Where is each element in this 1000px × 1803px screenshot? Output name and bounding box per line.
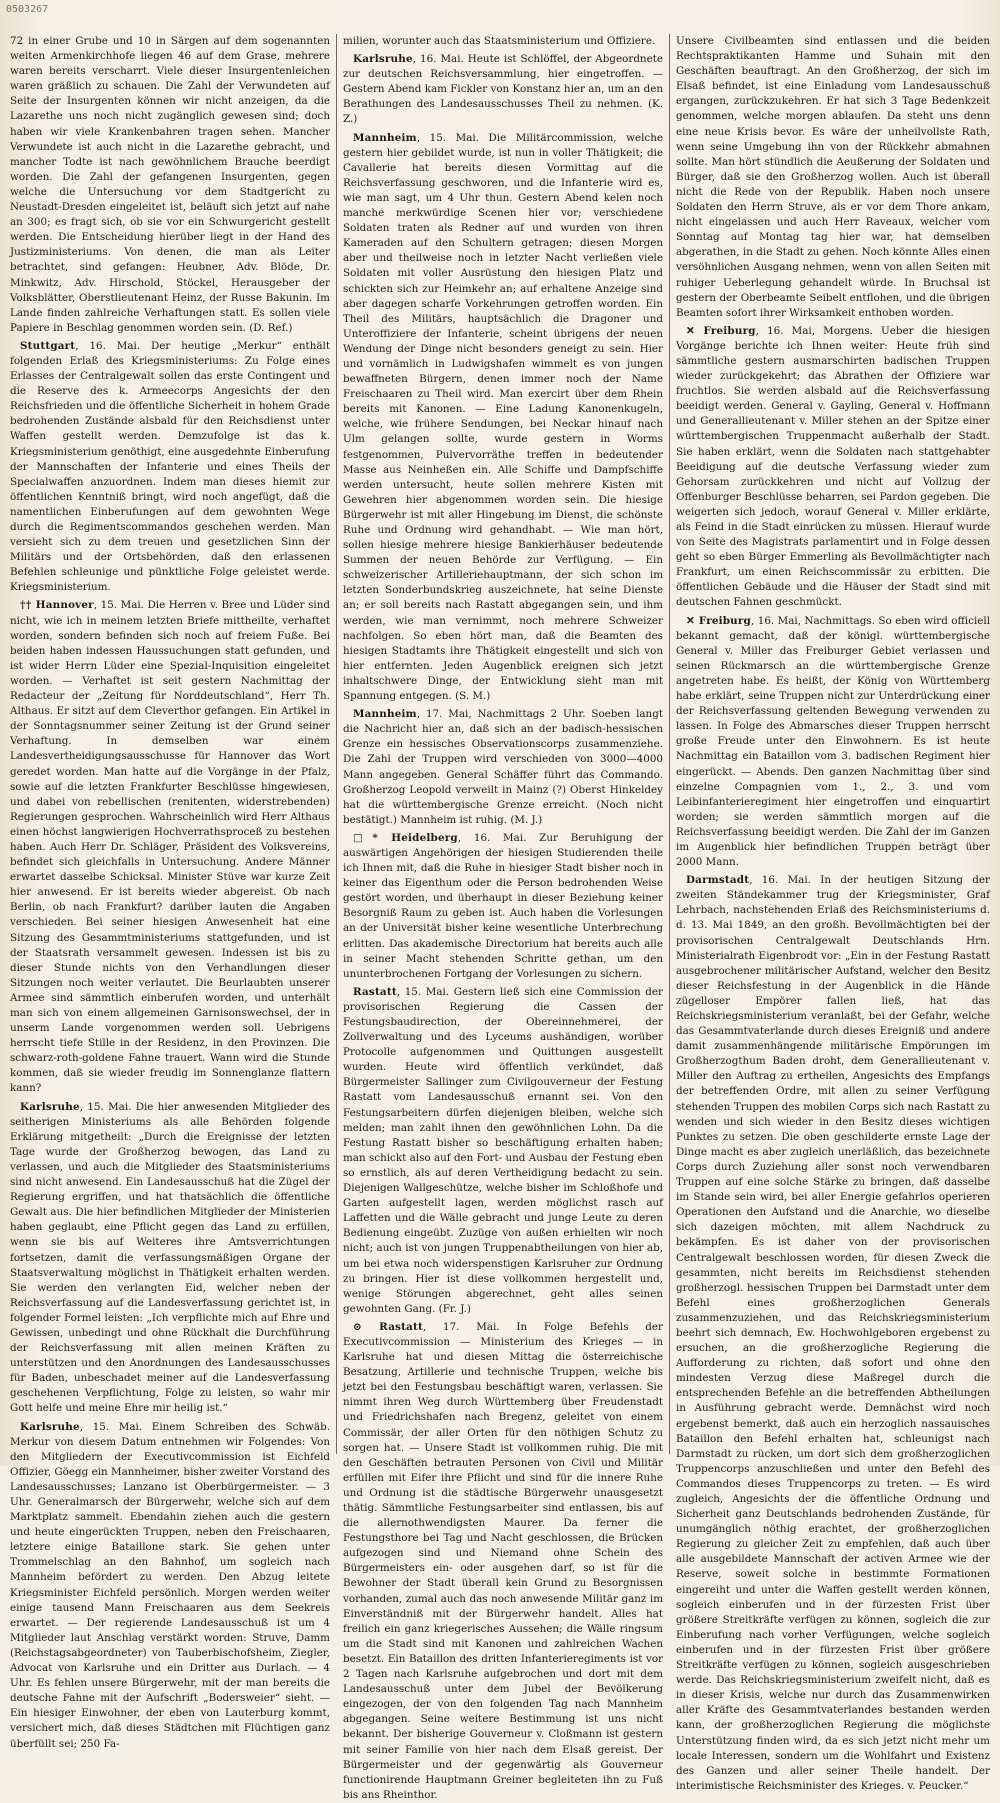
dateline: □* Heidelberg — [353, 831, 458, 844]
dateline: Mannheim — [353, 708, 417, 721]
article-text: , 16. Mai, Nachmittags. So eben wird officiell bekannt gemacht, daß der königl. württembergische General v. Miller das Freiburger Gebiet verlassen und seinen Rückmarsch an die württembergische Grenze angetreten habe. Es heißt, der König von Württemberg habe erklärt, seine Truppen nicht zur Unterdrückung einer der Reichsverfassung geltenden Bewegung verwenden zu lassen. In Folge des Abmarsches dieser Truppen herrscht große Freude unter den Einwohnern. Es ist heute Nachmittag ein Bataillon vom 3. badischen Regiment hier eingerückt. — Abends. Den ganzen Nachmittag über sind einzelne Compagnien vom 1., 2., 3. und vom Leibinfanterieregiment hier eingetroffen und einquartirt worden; sie werden sämmtlich morgen auf die Reichsverfassung beeidigt werden. Die Zahl der im Ganzen im Augenblick hier befindlichen Truppen beträgt über 2000 Mann. — [676, 614, 991, 869]
article-text: , 15. Mai. Einem Schreiben des Schwäb. Merkur von diesem Datum entnehmen wir Folgendes: Von den Mitgliedern der Executivcommission ist Eichfeld Offizier, Göegg ein Mannheimer, bisher zweiter Vorstand des Landesausschusses; Lanzano ist Oberbürgermeister. — 3 Uhr. Generalmarsch der Bürgerwehr, welche sich auf dem Marktplatz sammelt. Ebendahin ziehen auch die gestern und heute eingerückten Truppen, neben den Freischaaren, letztere einige Bataillone stark. Sie gehen unter Trommelschlag an den Bahnhof, um sogleich nach Mannheim befördert zu werden. Den Abzug leitete Kriegsminister Eichfeld persönlich. Morgen werden weiter einige tausend Mann Freischaaren aus dem Seekreis erwartet. — Der regierende Landesausschuß ist um 4 Mitglieder laut Anschlag verstärkt worden: Struve, Damm (Reichstagsabgeordneter) von Tauberbischofsheim, Ziegler, Advocat von Karlsruhe und ein Dritter aus Durlach. — 4 Uhr. Es fehlen unsere Bürgerwehr, mit der man bereits die deutsche Fahne mit der Aufschrift „Bodersweier“ sieht. — Ein hiesiger Einwohner, der eben von Lauterburg kommt, versichert mich, daß dieses Städtchen mit Flüchtigen ganz überfüllt sei; 250 Fa- — [10, 1420, 330, 1750]
article-paragraph — [343, 1320, 663, 1803]
dateline: Karlsruhe — [20, 1420, 80, 1433]
dateline: ⊙ Rastatt — [353, 1320, 423, 1333]
article-text: Unsere Civilbeamten sind entlassen und die beiden Rechtspraktikanten Hamme und Suhain mit den Geschäften beauftragt. An den Großherzog, der sich im Elsaß befindet, ist eine Einladung vom Landesausschuß ergangen, zurückzukehren. Er hat sich 3 Tage Bedenkzeit genommen, welche morgen ablaufen. Da steht uns denn eine neue Krisis bevor. Es wäre der unheilvollste Rath, wenn seine Umgebung ihn von der Rückkehr abmahnen sollte. Man hört stündlich die Aeußerung der Soldaten und Bürger, daß sie den Großherzog wollen. Auch ist überall nicht die Rede von der Republik. Haben noch unsere Soldaten den Herrn Struve, als er vor dem Thore ankam, nicht eingelassen und auch Herr Raveaux, welcher vom Sonntag auf Montag tag hier war, hat demselben abgerathen, in die Stadt zu gehen. Noch könnte Alles einen versöhnlichen Ausgang nehmen, wenn von allen Seiten mit ruhiger Ueberlegung gehandelt würde. In Bruchsal ist gestern der Oberbeamte Seibelt entflohen, und die übrigen Beamten sofort ihrer Wirksamkeit enthoben worden. — [676, 35, 990, 319]
dateline: †† Hannover — [20, 599, 94, 612]
article-paragraph — [676, 873, 990, 1794]
article-text: milien, worunter auch das Staatsministerium und Offiziere. — [343, 35, 656, 47]
article-paragraph — [343, 52, 663, 127]
article-text: , 15. Mai. Die Militärcommission, welche gestern hier gebildet wurde, ist nun in voller Thätigkeit; die Cavallerie hat bereits diesen Vormittag auf die Reichsverfassung geschworen, und die Infanterie wird es, wie man sagt, um 4 Uhr thun. Gestern Abend kelen noch manche merkwürdige Scenen hier vor; verschiedene Soldaten traten als Redner auf und wurden von ihren Kameraden auf den Schultern getragen; diesen Morgen aber und theilweise noch in letzter Nacht verließen viele Soldaten mit voller Ausrüstung den hiesigen Platz und schickten sich zur Heimkehr an; auf erhaltene Anzeige sind aber dagegen scharfe Vorkehrungen getroffen worden. Ein Theil des Militärs, hauptsächlich die Dragoner und Unteroffiziere der Infanterie, scheint übrigens der neuen Wendung der Dinge nicht besonders geneigt zu sein. Hier und vornämlich in Ludwigshafen wimmelt es von jungen bewaffneten Bürgern, denen immer noch der Name Freischaaren zu Theil wird. Man exercirt über dem Rhein bereits mit Kanonen. — Eine Ladung Kanonenkugeln, welche, wie frühere Sendungen, bei Neckar hinauf nach Ulm gelangen sollte, wurde gestern in Worms festgenommen, Pulvervorräthe treffen in bedeutender Masse aus Neinheßen ein. Alle Schiffe und Dampfschiffe werden untersucht, heute sollen mehrere Kisten mit Gewehren hier abgenommen worden sein. Die hiesige Bürgerwehr ist mit aller Hingebung im Dienst, die schönste Ruhe und Ordnung wird gehandhabt. — Wie man hört, sollen hiesige mehrere hiesige Bankierhäuser bedeutende Summen der neuen Behörde zur Verfügung. — Ein schweizerischer Artilleriehauptmann, der sich schon im letzten Sonderbundskrieg auszeichnete, hat seine Dienste an; er soll bereits nach Rastatt abgegangen sein, und ihm werden, wie man vernimmt, noch mehrere Schweizer nachfolgen. So eben hört man, daß die Beamten des hiesigen Stadtamts ihre Thätigkeit eingestellt und sich von hier entfernten. Jeden Augenblick ereignen sich jetzt inhaltschwere Dinge, der Entwicklung sieht man mit Spannung entgegen. (S. M.) — [343, 131, 663, 703]
article-paragraph — [343, 985, 663, 1317]
article-paragraph — [676, 34, 990, 321]
dateline: Stuttgart — [20, 339, 76, 352]
article-text: 72 in einer Grube und 10 in Särgen auf dem sogenannten weiten Armenkirchhofe liegen 46 auf dem Grase, mehrere waren bereits verscharrt. Viele dieser Insurgentenleichen waren gräßlich zu schauen. Die Zahl der Verwundeten auf Seite der Insurgenten können wir nicht anzeigen, da die Lazarethe uns noch nicht zugänglich gewesen sind; doch haben wir viele Krankenbahren tragen sehen. Mancher Verwundete ist auch nicht in die Lazarethe gebracht, und mancher Todte ist nach gewöhnlichem Brauche beerdigt worden. Die Zahl der gefangenen Insurgenten, gegen welche die Untersuchung vor dem Stadtgericht zu Neustadt-Dresden eingeleitet ist, beläuft sich jetzt auf nahe an 300; es fragt sich, ob sie vor ein Schwurgericht gestellt werden. Die Entscheidung hierüber liegt in der Hand des Justizministeriums. Von denen, die man als Leiter betrachtet, sind gefangen: Heubner, Adv. Blöde, Dr. Minkwitz, Adv. Hirschold, Stöckel, Herausgeber der Volksblätter, Oberstlieutenant Heinz, der Russe Bakunin. Im Lande finden zahlreiche Verhaftungen statt. Es sollen viele Papiere in Beschlag genommen worden sein. (D. Ref.) — [10, 35, 330, 334]
article-paragraph — [343, 34, 663, 49]
dateline: Mannheim — [353, 131, 417, 144]
article-paragraph — [10, 339, 330, 596]
dateline: ✕ Freiburg — [686, 324, 756, 337]
article-text: , 16. Mai. Heute ist Schlöffel, der Abgeordnete zur deutschen Reichsversammlung, hier eingetroffen. — Gestern Abend kam Fickler von Konstanz hier an, um an den Berathungen des Landesausschusses Theil zu nehmen. (K. Z.) — [343, 53, 663, 126]
article-paragraph — [343, 831, 663, 982]
article-text: , 16. Mai, Morgens. Ueber die hiesigen Vorgänge berichte ich Ihnen weiter: Heute früh sind sämmtliche gestern ausmarschirten badischen Truppen wieder zurückgekehrt; das Abrathen der Offiziere war fruchtlos. Sie werden alsbald auf die Reichsverfassung beeidigt werden. General v. Gayling, General v. Hoffmann und Generallieutenant v. Miller stehen an der Spitze einer württembergischen Truppenmacht außerhalb der Stadt. Sie haben erklärt, wenn die Soldaten nach stattgehabter Beeidigung auf die deutsche Verfassung wieder zum Gehorsam zurückkehren und nicht auf Vollzug der Offenburger Beschlüsse beharren, sei Pardon gegeben. Die weigerten sich jedoch, worauf General v. Miller erklärte, als Feind in die Stadt einrücken zu müssen. Hierauf wurde von Seite des Magistrats parlamentirt und in Folge dessen geht so eben Bürger Emmerling als Bevollmächtigter nach Frankfurt, um einen Reichscommissär zu erbitten. Die öffentlichen Gebäude und die Häuser der Stadt sind mit deutschen Fahnen geschmückt. — [676, 324, 990, 609]
article-paragraph — [10, 34, 330, 336]
article-text: , 15. Mai. Gestern ließ sich eine Commission der provisorischen Regierung die Cassen der Festungsbaudirection, der Obereinnehmerei, der Zollverwaltung und des Lyceums aushändigen, worüber Protocolle aufgenommen und Quittungen ausgestellt wurden. Heute wird öffentlich verkündet, daß Bürgermeister Sallinger zum Civilgouverneur der Festung Rastatt vom Landesausschuß ernannt sei. Von den Festungsarbeitern dürfen diejenigen bleiben, welche sich melden; man zahlt ihnen den gewöhnlichen Lohn. Da die Festung Rastatt bisher so beschäftigung erhalten haben; man schickt also auf den Fort- und Ausbau der Festung eben so ernstlich, als auf deren Vertheidigung bedacht zu sein. Diejenigen Wallgeschütze, welche bisher im Schloßhofe und Garten aufgestellt lagen, werden möglichst rasch auf Laffetten und die Wälle gebracht und junge Leute zu deren Bedienung eingeübt. Zuzüge von außen erhielten wir noch nicht; auch ist von jungen Truppenabtheilungen von hier ab, um bei etwa noch widerspenstigen Karlsruher zur Ordnung zu bringen. Hier ist diese vollkommen hergestellt und, wenige Störungen abgerechnet, geht alles seinen gewohnten Gang. (Fr. J.) — [343, 985, 663, 1315]
article-paragraph — [343, 131, 663, 705]
dateline: Darmstadt — [686, 874, 750, 887]
dateline: ✕ Freiburg — [686, 614, 751, 627]
column-3 — [670, 34, 996, 1792]
column-2 — [337, 34, 670, 1801]
article-paragraph — [676, 614, 990, 871]
article-text: , 15. Mai. Die Herren v. Bree und Lüder sind nicht, wie ich in meinem letzten Briefe mittheilte, verhaftet worden, sondern befinden sich noch auf freiem Fuße. Bei beiden haben indessen Haussuchungen statt gefunden, und ist wider Herrn Lüder eine Spezial-Inquisition eingeleitet worden. — Verhaftet ist seit gestern Nachmittag der Redacteur der „Zeitung für Norddeutschland“, Herr Th. Althaus. Er sitzt auf dem Cleverthor gefangen. Ein Artikel in der Sonntagsnummer seiner Zeitung ist der Grund seiner Verhaftung. In demselben war einem Landesvertheidigungsausschusse für Hannover das Wort geredet worden. Man hatte auf die Vorgänge in der Pfalz, sowie auf die letzten Frankfurter Beschlüsse hingewiesen, und dabei von rebellischen (renitenten, widerstrebenden) Regierungen gesprochen. Wahrscheinlich wird Herr Althaus einen höchst langwierigen Hochverrathsproceß zu bestehen haben. Auch Herr Dr. Schläger, Präsident des Volksvereins, befindet sich gleichfalls in Untersuchung. Andere Männer erwartet dasselbe Schicksal. Minister Stüve war kurze Zeit hier anwesend. Er ist bereits wieder abgereist. Ob nach Berlin, ob nach Frankfurt? darüber lauten die Angaben verschieden. Bei seiner hiesigen Anwesenheit hat eine Sitzung des Gesammtministeriums stattgefunden, und ist der Staatsrath versammelt gewesen. Indessen ist bis zu dieser Stunde nichts von den Verhandlungen dieser Sitzungen noch weiter verlautet. Die Beurlaubten unserer Armee sind sämmtlich einberufen worden, und unterhält man sich von einem allgemeinen Garnisonswechsel, der in unserm Lande vorgenommen werden soll. Uebrigens herrscht tiefe Stille in der Residenz, in den Provinzen. Die schwarz-roth-goldene Fahne trauert. Wann wird die Stunde kommen, daß sie wieder freudig im Sonnenglanze flattern kann? — [10, 599, 330, 1095]
article-paragraph — [343, 707, 663, 828]
columns — [4, 34, 996, 1801]
article-text: , 16. Mai. In der heutigen Sitzung der zweiten Ständekammer trug der Kriegsminister, Graf Lehrbach, nachstehenden Erlaß des Reichsministeriums d. d. 13. Mai 1849, an den großh. Bevollmächtigten bei der provisorischen Centralgewalt Deutschlands Hrn. Ministerialrath Eigenbrodt vor: „Ein in der Festung Rastatt ausgebrochener militärischer Aufstand, welcher den Besitz dieser Reichsfestung in der Augenblick in die Hände zügelloser Empörer fallen ließ, hat das Reichskriegsministerium veranlaßt, bei der Gefahr, welche das Gesammtvaterlande durch dieses Ereigniß und andere damit zusammenhängende militärische Empörungen im Großherzogthum Baden droht, dem Generallieutenant v. Miller den Auftrag zu ertheilen, Angesichts des Empfangs der betreffenden Ordre, mit allen zu seiner Verfügung stehenden Truppen des mobilen Corps sich nach Rastatt zu wenden und sich wieder in den Besitz dieses wichtigen Punktes zu setzen. Die oben geschilderte ernste Lage der Dinge macht es aber zugleich unerläßlich, das bezeichnete Corps durch Zuziehung aller sonst noch verwendbaren Truppen auf eine solche Stärke zu bringen, daß dasselbe im Stande sein wird, bei aller Energie gefahrlos operieren Operationen den Aufstand und die Anarchie, wo dieselbe sich dazeigen möchten, mit allem Nachdruck zu bekämpfen. Es ist daher von der provisorischen Centralgewalt beschlossen worden, für diesen Zweck die gesammten, nicht bereits im Reichsdienst stehenden großherzogl. hessischen Truppen bei Darmstadt unter dem Befehl eines großherzoglichen Generals zusammenzuziehen, und das Reichskriegsministerium beehrt sich demnach, Ew. Hochwohlgeboren ergebenst zu ersuchen, an die großherzogliche Regierung die Aufforderung zu richten, daß sofort und ohne den mindesten Verzug diese Maßregel durch die entsprechenden Befehle an die betreffenden Abtheilungen in Ausführung gebracht werde. Demnächst wird noch ergebenst bemerkt, daß auch ein herzoglich nassauisches Bataillon den Befehl erhalten hat, schleunigst nach Darmstadt zu rücken, um dort sich dem großherzoglichen Truppencorps anzuschließen und unter den Befehl des Commandos dieses Truppencorps zu treten. — Es wird zugleich, Angesichts der die öffentliche Ordnung und Sicherheit ganz Deutschlands bedrohenden Zustände, für unumgänglich nöthig erachtet, der großherzoglichen Regierung zu gleicher Zeit zu empfehlen, daß auch über alle ausgebildete Mannschaft der activen Armee wie der Reserve, soweit solche in bestimmte Formationen eingereiht und unter die Waffen gestellt werden können, sogleich einberufen und in der fürzesten Frist über größere Streitkräfte verfügen zu können, sogleich die zur Einberufung nach vorher Verfügungen, welche sogleich einberufen und in der fürzesten Frist über größere Streitkräfte verfügen zu können, sogleich ausgeschrieben werde. Das Reichskriegsministerium zweifelt nicht, daß es in dieser Krisis, welche nur durch das Zusammenwirken aller Kräfte des Gesammtvaterlandes bestanden werden kann, der großherzoglichen Regierung die möglichste Unterstützung finden wird, da es sich jetzt nicht mehr um locale Interessen, sondern um die Wohlfahrt und Existenz des Ganzen und aller seiner Theile handelt. Der interimistische Reichsminister des Krieges. v. Peucker.“ — [676, 874, 990, 1792]
article-text: , 15. Mai. Die hier anwesenden Mitglieder des seitherigen Ministeriums als alle Behörden folgende Erklärung mitgetheilt: „Durch die Ereignisse der letzten Tage wurde der Großherzog bewogen, das Land zu verlassen, und auch die Mitglieder des Staatsministeriums sind nicht anwesend. Ein Landesausschuß hat die Zügel der Regierung ergriffen, und hat thatsächlich die öffentliche Gewalt aus. Die hier befindlichen Mitglieder der Ministerien haben geglaubt, eine Pflicht gegen das Land zu erfüllen, wenn sie bis auf Weiteres ihre Amtsverrichtungen fortsetzen, damit die verfassungsmäßigen Organe der Staatsverwaltung möglichst in Thätigkeit erhalten werden. Sie werden den verlangten Eid, welcher neben der Reichsverfassung auf die Landesverfassung gerichtet ist, in folgender Formel leisten: „Ich verpflichte mich auf Ehre und Gewissen, unbedingt und ohne Rückhalt die Durchführung der Reichsverfassung mit allen meinen Kräften zu unterstützen und den Anordnungen des Landesausschusses für Baden, unbeschadet meiner auf die Landesverfassung geschehenen Verpflichtung, Folge zu leisten, so wahr mir Gott helfe und meine Ehre mir heilig ist.“ — [10, 1100, 330, 1415]
article-text: , 16. Mai. Der heutige „Merkur“ enthält folgenden Erlaß des Kriegsministeriums: Zu Folge eines Erlasses der Centralgewalt sollen das erste Contingent und die Reserve des k. Armeecorps Angesichts der den Reichsfrieden und die öffentliche Sicherheit in hohem Grade bedrohenden Zustände alsbald für den Reichsdienst unter Waffen gestellt werden. Demzufolge ist das k. Kriegsministerium genöthigt, eine ausgedehnte Einberufung der Mannschaften der Infanterie und eines Theils der Specialwaffen anzuordnen. Indem man dieses hiemit zur öffentlichen Kenntniß bringt, wird noch angefügt, daß die namentlichen Einberufungen auf dem gewohnten Wege durch die Regimentscommandos geschehen werden. Man versieht sich zu dem treuen und gesetzlichen Sinn der Militärs und der Ortsbehörden, daß den erlassenen Befehlen schleunige und pünktliche Folge geleistet werde. Kriegsministerium. — [10, 339, 330, 594]
article-text: , 16. Mai. Zur Beruhigung der auswärtigen Angehörigen der hiesigen Studierenden theile ich Ihnen mit, daß die Ruhe in hiesiger Stadt bisher noch in keiner das Eigenthum oder die Person bedrohenden Weise gestört worden, und überhaupt in dieser Beziehung keiner Besorgniß Raum zu geben ist. Auch haben die Vorlesungen an der Universität bisher keine wesentliche Unterbrechung erlitten. Das akademische Directorium hat bereits auch alle in seiner Macht stehenden Schritte gethan, um den ununterbrochenen Fortgang der Vorlesungen zu sichern. — [343, 831, 663, 980]
dateline: Karlsruhe — [20, 1100, 80, 1113]
column-1 — [4, 34, 337, 1750]
dateline: Rastatt — [353, 985, 397, 998]
article-text: , 17. Mai, Nachmittags 2 Uhr. Soeben langt die Nachricht hier an, daß sich an der badisch-hessischen Grenze ein hessisches Observationscorps zusammenziehe. Die Zahl der Truppen wird verschieden von 3000—4000 Mann angegeben. General Schäffer führt das Commando. Großherzog Leopold verweilt in Mainz (?) Oberst Hinkeldey hat die württembergische Grenze erreicht. (Noch nicht bestätigt.) Mannheim ist ruhig. (M. J.) — [343, 708, 663, 826]
article-paragraph — [10, 1100, 330, 1417]
scan-id: 0503267 — [6, 4, 49, 15]
dateline: Karlsruhe — [353, 53, 413, 66]
article-paragraph — [10, 598, 330, 1096]
article-text: , 17. Mai. In Folge Befehls der Executivcommission — Ministerium des Krieges — in Karlsruhe hat und diesen Mittag die österreichische Besatzung, Artillerie und technische Truppen, welche bis jetzt bei den Festungsbau beschäftigt waren, verlassen. Sie nimmt ihren Weg durch Württemberg über Freudenstadt und Friedrichshafen nach Bregenz, geleitet von einem Commissär, der aller Orten für den nöthigen Schutz zu sorgen hat. — Unsere Stadt ist vollkommen ruhig. Die mit den Geschäften betrauten Personen von Civil und Militär erfüllen mit Eifer ihre Pflicht und sind für die innere Ruhe und Ordnung ist die städtische Bürgerwehr unausgesetzt thätig. Sämmtliche Festungsarbeiter sind entlassen, bis auf die allernothwendigsten Maurer. Da ferner die Festungsthore bei Tag und Nacht geschlossen, die Brücken aufgezogen sind und Niemand ohne Schein des Bürgermeisters ein- oder ausgehen darf, so ist für die Bewohner der Stadt überall kein Grund zu Besorgnissen vorhanden, zumal auch das noch anwesende Militär ganz im Einverständniß mit der Bürgerwehr handelt. Alles hat freilich ein ganz kriegerisches Aussehen; die Wälle ringsum um die Stadt sind mit Kanonen und zahlreichen Wachen besetzt. Ein Bataillon des dritten Infanterieregiments ist vor 2 Tagen nach Karlsruhe aufgebrochen und dort mit dem Landesausschuß unter dem Jubel der Bevölkerung eingezogen, der von den folgenden Tag nach Mannheim abgegangen. Seine weitere Bestimmung ist uns nicht bekannt. Der bisherige Gouverneur v. Cloßmann ist gestern mit seiner Familie von hier nach dem Elsaß gereist. Der Bürgermeister und der gegenwärtig als Gouverneur functionirende Hauptmann Greiner begleiteten ihn zu Fuß bis ans Rheinthor. — [343, 1320, 663, 1801]
article-paragraph — [676, 324, 990, 611]
article-paragraph — [10, 1420, 330, 1752]
